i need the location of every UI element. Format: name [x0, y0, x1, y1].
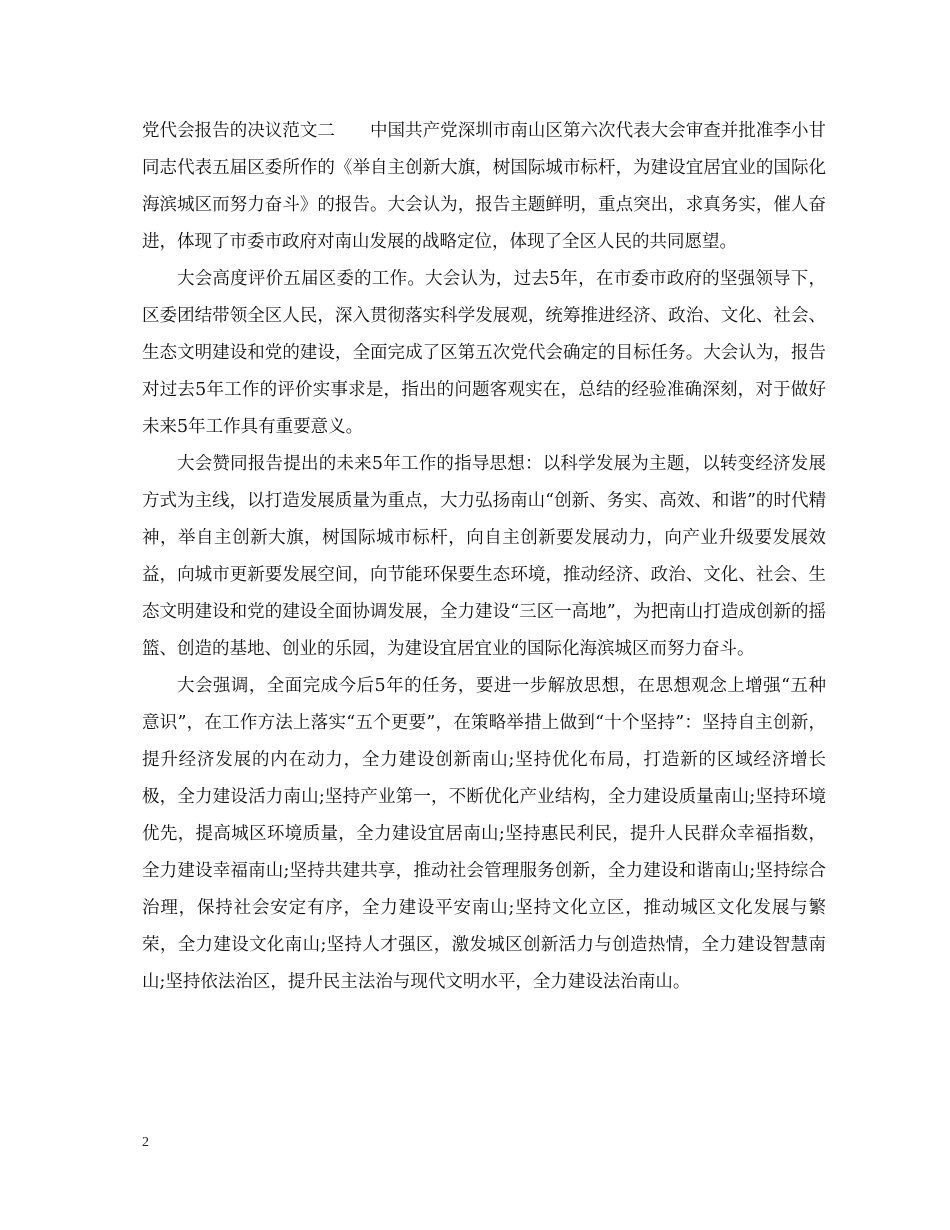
paragraph-ten-persistences: 大会强调，全面完成今后5年的任务，要进一步解放思想，在思想观念上增强“五种意识”，在工作方法上落实“五个更要”，在策略举措上做到“十个坚持”：坚持自主创新，提升经济发展的内在动力，全力建设创新南山;坚持优化布局，打造新的区域经济增长极，全力建设活力南山;坚持产业第一，不断优化产业结构，全力建设质量南山;坚持环境优先，提高城区环境质量，全力建设宜居南山;坚持惠民利民，提升人民群众幸福指数，全力建设幸福南山;坚持共建共享，推动社会管理服务创新，全力建设和谐南山;坚持综合治理，保持社会安定有序，全力建设平安南山;坚持文化立区，推动城区文化发展与繁荣，全力建设文化南山;坚持人才强区，激发城区创新活力与创造热情，全力建设智慧南山;坚持依法治区，提升民主法治与现代文明水平，全力建设法治南山。	[142, 676, 826, 992]
document-body	[142, 113, 826, 1001]
paragraph-evaluation: 大会高度评价五届区委的工作。大会认为，过去5年，在市委市政府的坚强领导下，区委团结带领全区人民，深入贯彻落实科学发展观，统筹推进经济、政治、文化、社会、生态文明建设和党的建设，全面完成了区第五次党代会确定的目标任务。大会认为，报告对过去5年工作的评价实事求是，指出的问题客观实在，总结的经验准确深刻，对于做好未来5年工作具有重要意义。	[142, 269, 826, 437]
paragraph-guiding-thought: 大会赞同报告提出的未来5年工作的指导思想：以科学发展为主题，以转变经济发展方式为主线，以打造发展质量为重点，大力弘扬南山“创新、务实、高效、和谐”的时代精神，举自主创新大旗，树国际城市标杆，向自主创新要发展动力，向产业升级要发展效益，向城市更新要发展空间，向节能环保要生态环境，推动经济、政治、文化、社会、生态文明建设和党的建设全面协调发展，全力建设“三区一高地”，为把南山打造成创新的摇篮、创造的基地、创业的乐园，为建设宜居宜业的国际化海滨城区而努力奋斗。	[142, 454, 826, 659]
paragraph-title-intro: 党代会报告的决议范文二 中国共产党深圳市南山区第六次代表大会审查并批准李小甘同志代表五届区委所作的《举自主创新大旗，树国际城市标杆，为建设宜居宜业的国际化海滨城区而努力奋斗》的报告。大会认为，报告主题鲜明，重点突出，求真务实，催人奋进，体现了市委市政府对南山发展的战略定位，体现了全区人民的共同愿望。	[142, 121, 826, 252]
page-number: 2	[142, 1135, 149, 1150]
